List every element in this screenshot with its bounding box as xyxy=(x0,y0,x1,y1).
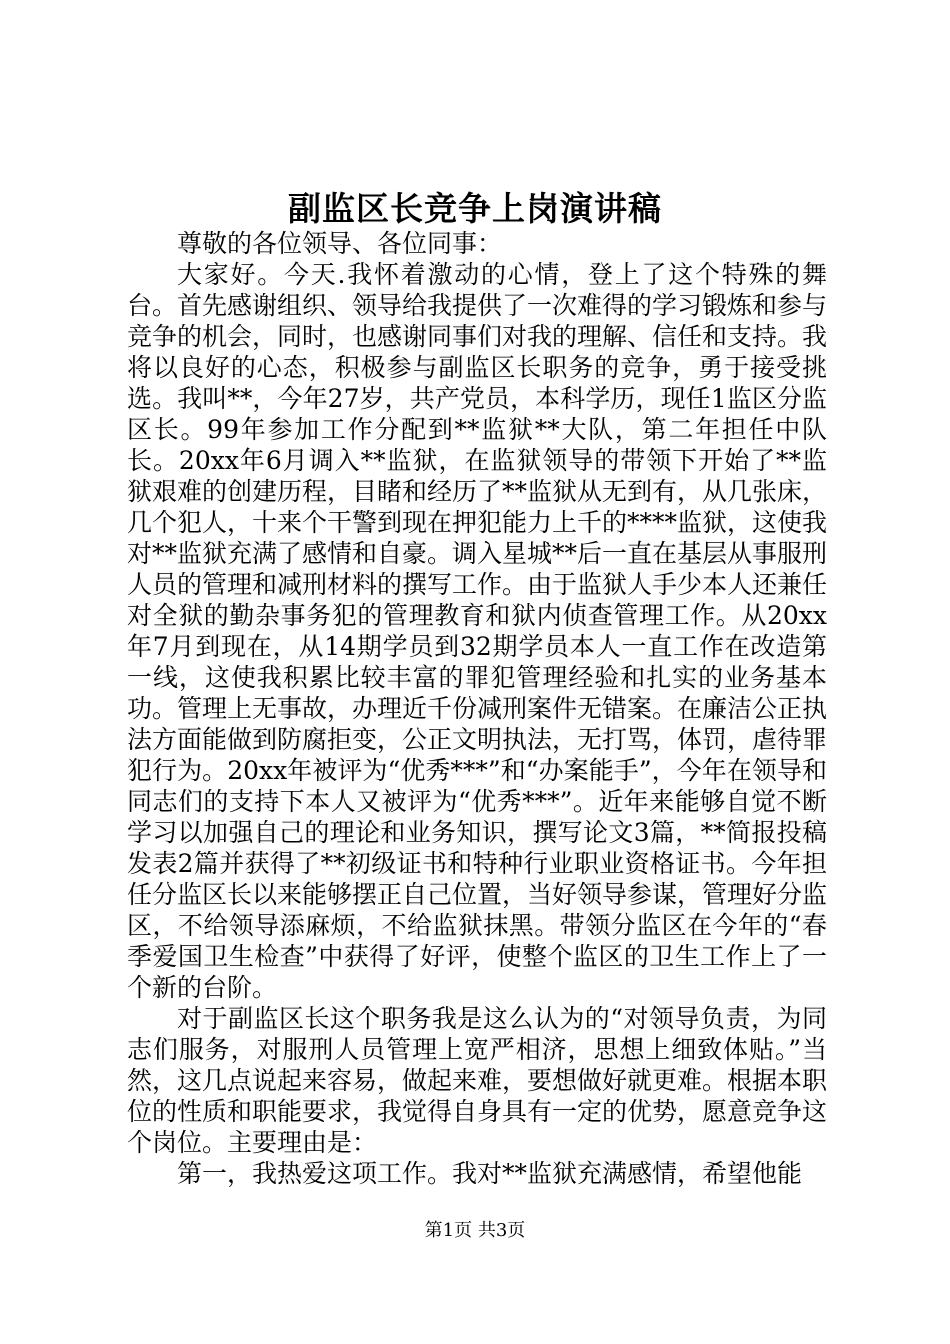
paragraph-position-view: 对于副监区长这个职务我是这么认为的“对领导负责，为同志们服务，对服刑人员管理上宽严相济，思想上细致体贴。”当然，这几点说起来容易，做起来难，要想做好就更难。根据本职位的性质和职能要求，我觉得自身具有一定的优势，愿意竞争这个岗位。主要理由是： xyxy=(127,1004,828,1157)
document-body xyxy=(127,228,827,1189)
page-number-footer: 第1页 共3页 xyxy=(424,1220,526,1241)
document-title: 副监区长竞争上岗演讲稿 xyxy=(288,189,662,228)
paragraph-greeting: 尊敬的各位领导、各位同事： xyxy=(177,229,503,258)
paragraph-reason-first: 第一，我热爱这项工作。我对**监狱充满感情，希望他能 xyxy=(177,1159,803,1188)
paragraph-introduction: 大家好。今天.我怀着激动的心情，登上了这个特殊的舞台。首先感谢组织、领导给我提供了一次难得的学习锻炼和参与竞争的机会，同时，也感谢同事们对我的理解、信任和支持。我将以良好的心态，积极参与副监区长职务的竞争，勇于接受挑选。我叫**，今年27岁，共产党员，本科学历，现任1监区分监区长。99年参加工作分配到**监狱**大队，第二年担任中队长。20xx年6月调入**监狱，在监狱领导的带领下开始了**监狱艰难的创建历程，目睹和经历了**监狱从无到有，从几张床，几个犯人，十来个干警到现在押犯能力上千的****监狱，这使我对**监狱充满了感情和自豪。调入星城**后一直在基层从事服刑人员的管理和减刑材料的撰写工作。由于监狱人手少本人还兼任对全狱的勤杂事务犯的管理教育和狱内侦查管理工作。从20xx年7月到现在，从14期学员到32期学员本人一直工作在改造第一线，这使我积累比较丰富的罪犯管理经验和扎实的业务基本功。管理上无事故，办理近千份减刑案件无错案。在廉洁公正执法方面能做到防腐拒变，公正文明执法，无打骂，体罚，虐待罪犯行为。20xx年被评为“优秀***”和“办案能手”，今年在领导和同志们的支持下本人又被评为“优秀***”。近年来能够自觉不断学习以加强自己的理论和业务知识，撰写论文3篇，**简报投稿发表2篇并获得了**初级证书和特种行业职业资格证书。今年担任分监区长以来能够摆正自己位置，当好领导参谋，管理好分监区，不给领导添麻烦，不给监狱抹黑。带领分监区在今年的“春季爱国卫生检查”中获得了好评，使整个监区的卫生工作上了一个新的台阶。 xyxy=(127,260,828,1002)
